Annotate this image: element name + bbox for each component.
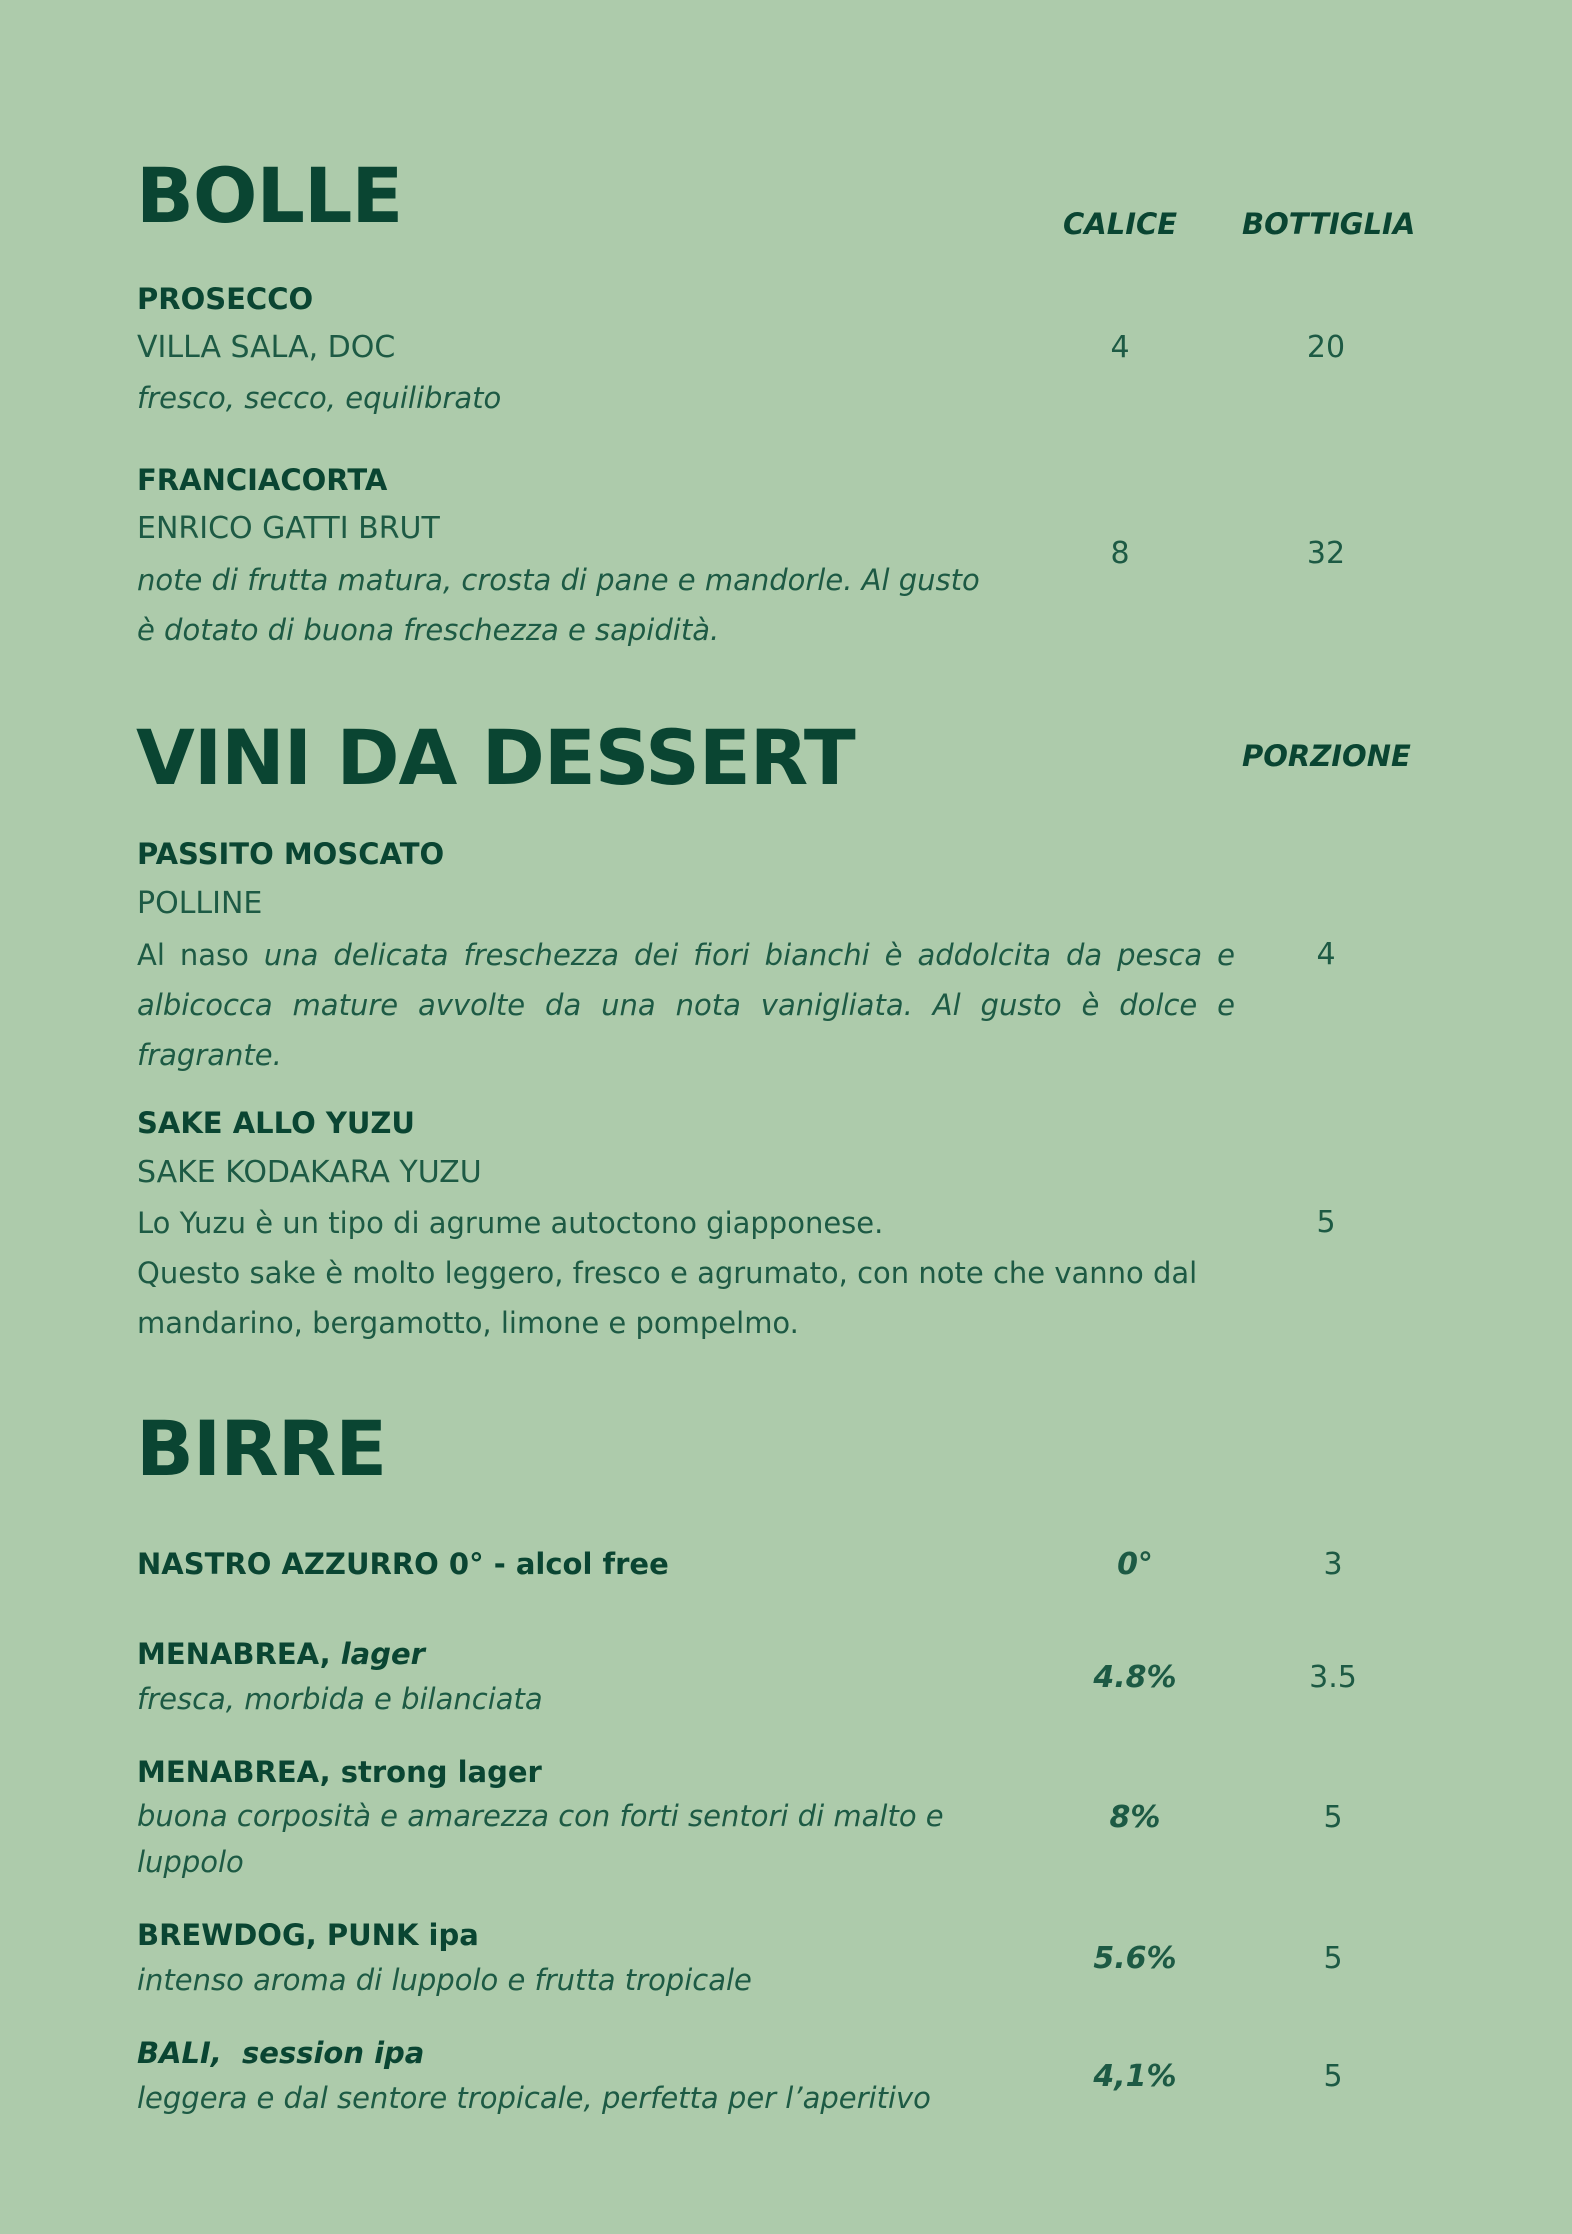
item-description-line-1: Lo Yuzu è un tipo di agrume autoctono giapponese. [137,1206,884,1240]
column-header-porzione: PORZIONE [1242,739,1411,773]
item-name: MENABREA, strong lager [137,1755,542,1789]
item-description-line-1: note di frutta matura, crosta di pane e mandorle. Al gusto [137,563,980,597]
column-header-bottiglia: BOTTIGLIA [1242,207,1416,241]
item-name: SAKE ALLO YUZU [137,1106,415,1140]
section-title-birre: BIRRE [136,1404,387,1493]
item-price: 5 [1323,1800,1343,1835]
price-calice: 4 [1110,330,1130,365]
description-body: una delicata freschezza dei fiori bianchi è addolcita da pesca e albicocca mature avvolte da una nota vanigliata. Al gusto è dolce e fragrante. [137,938,1235,1072]
item-abv: 8% [1109,1800,1161,1835]
item-abv: 0° [1117,1547,1153,1582]
item-description: fresca, morbida e bilanciata [137,1682,543,1716]
description-lead: Al naso [137,938,264,972]
item-name: BREWDOG, PUNK ipa [137,1918,479,1952]
section-title-vini-da-dessert: VINI DA DESSERT [136,713,855,802]
item-description [137,930,1235,1080]
column-header-calice: CALICE [1063,207,1178,241]
item-name: FRANCIACORTA [137,463,388,497]
item-style: lager [340,1637,425,1671]
price-porzione: 5 [1316,1205,1336,1240]
item-name: NASTRO AZZURRO 0° - alcol free [137,1547,669,1581]
item-producer: ENRICO GATTI BRUT [137,511,440,546]
item-price: 5 [1323,1941,1343,1976]
price-calice: 8 [1110,536,1130,571]
item-description: fresco, secco, equilibrato [137,381,502,415]
item-name: PROSECCO [137,282,314,316]
item-abv: 5.6% [1093,1941,1177,1976]
item-description-line-2: è dotato di buona freschezza e sapidità. [137,613,720,647]
item-price: 5 [1323,2059,1343,2094]
item-name: PASSITO MOSCATO [137,837,445,871]
section-title-bolle: BOLLE [136,151,403,240]
price-bottiglia: 32 [1306,536,1346,571]
price-bottiglia: 20 [1306,330,1346,365]
item-price: 3 [1323,1547,1343,1582]
item-description: intenso aroma di luppolo e frutta tropicale [137,1963,752,1997]
item-brand: MENABREA, [137,1637,341,1671]
item-description: leggera e dal sentore tropicale, perfetta per l’aperitivo [137,2081,931,2115]
item-producer: POLLINE [137,886,263,921]
item-producer: VILLA SALA, DOC [137,330,396,365]
item-name: BALI, session ipa [137,2036,425,2070]
item-price: 3.5 [1309,1660,1357,1695]
item-producer: SAKE KODAKARA YUZU [137,1155,482,1190]
item-name [137,1637,425,1671]
item-abv: 4,1% [1093,2059,1177,2094]
item-description: buona corposità e amarezza con forti sentori di malto e luppolo [137,1799,944,1879]
price-porzione: 4 [1316,937,1336,972]
item-abv: 4.8% [1093,1660,1177,1695]
item-description-line-2: Questo sake è molto leggero, fresco e agrumato, con note che vanno dal mandarino, bergamotto, limone e pompelmo. [137,1256,1198,1340]
